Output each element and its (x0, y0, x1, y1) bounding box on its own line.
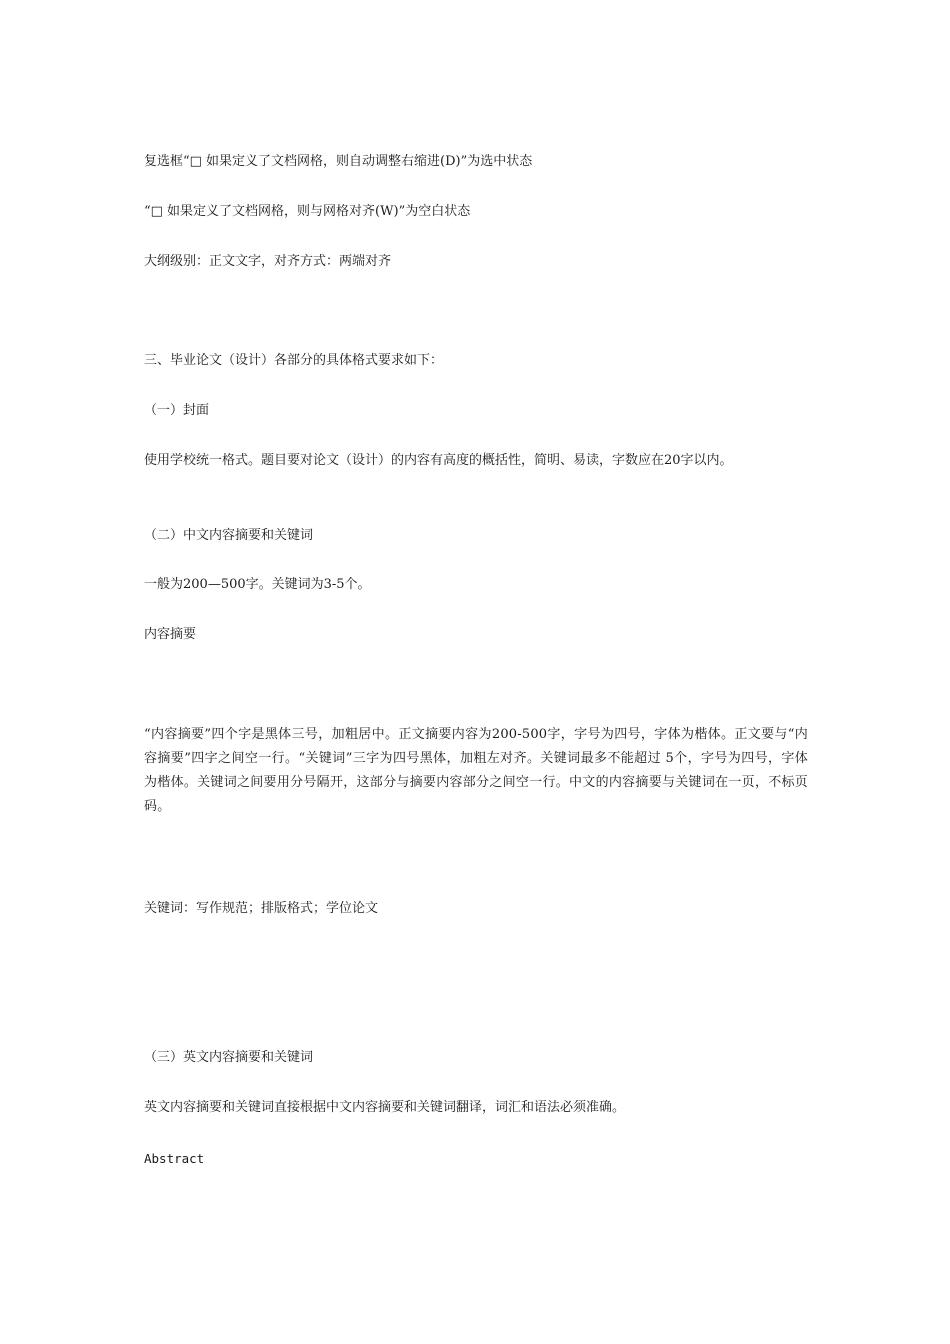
cover-text: 使用学校统一格式。题目要对论文（设计）的内容有高度的概括性，简明、易读，字数应在20字以内。 (144, 453, 733, 468)
cover-heading: （一）封面 (144, 403, 210, 418)
cn-abstract-rules-paragraph: “内容摘要”四个字是黑体三号，加粗居中。正文摘要内容为200-500字，字号为四号，字体为楷体。正文要与“内容摘要”四字之间空一行。“关键词”三字为四号黑体，加粗左对齐。关键词最多不能超过 5个，字号为四号，字体为楷体。关键词之间要用分号隔开，这部分与摘要内容部分之间空一行。中文的内容摘要与关键词在一页，不标页码。 (144, 727, 808, 814)
checkbox-auto-indent-line: 复选框“□ 如果定义了文档网格，则自动调整右缩进(D)”为选中状态 (144, 154, 533, 169)
section-three-heading: 三、毕业论文（设计）各部分的具体格式要求如下： (144, 353, 444, 368)
keywords-line: 关键词：写作规范；排版格式；学位论文 (144, 901, 379, 916)
abstract-label: Abstract (144, 1151, 205, 1166)
checkbox-grid-align-line: “□ 如果定义了文档网格，则与网格对齐(W)”为空白状态 (144, 204, 471, 219)
outline-level-line: 大纲级别：正文文字，对齐方式：两端对齐 (144, 254, 392, 269)
en-abstract-text: 英文内容摘要和关键词直接根据中文内容摘要和关键词翻译，词汇和语法必须准确。 (144, 1100, 626, 1115)
cn-abstract-length: 一般为200—500字。关键词为3-5个。 (144, 577, 371, 592)
cn-abstract-title: 内容摘要 (144, 627, 197, 642)
cn-abstract-heading: （二）中文内容摘要和关键词 (144, 528, 314, 543)
en-abstract-heading: （三）英文内容摘要和关键词 (144, 1050, 314, 1065)
